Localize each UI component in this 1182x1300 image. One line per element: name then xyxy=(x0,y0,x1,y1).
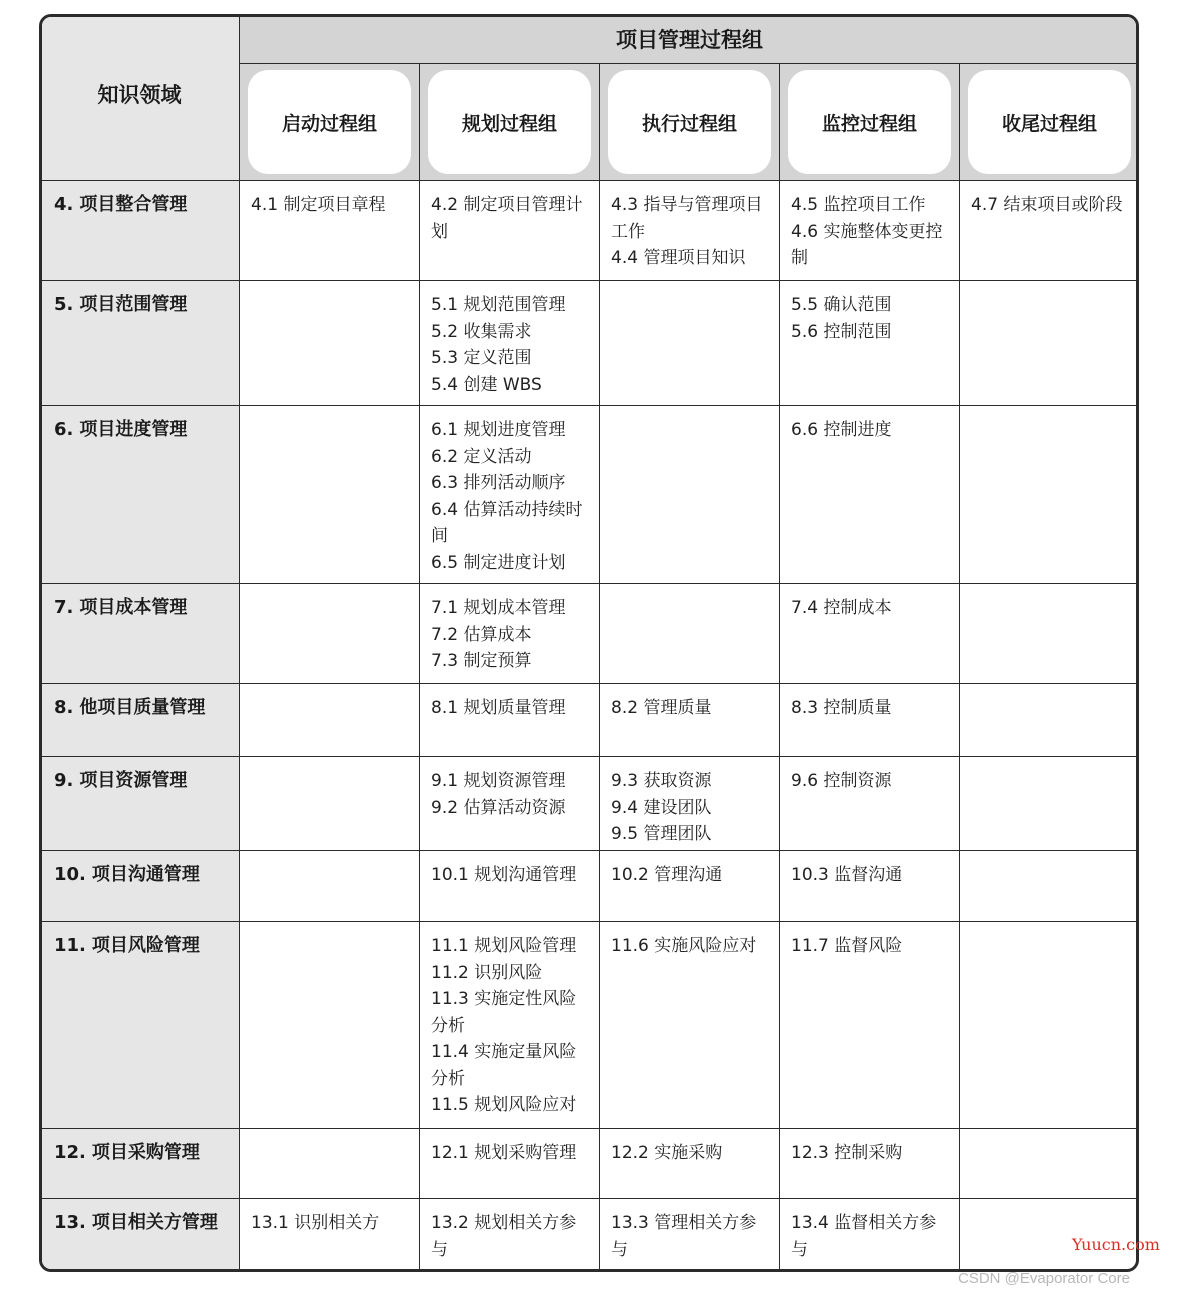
process-cell xyxy=(780,181,960,281)
process-item: 10.2 管理沟通 xyxy=(611,865,723,885)
knowledge-area-cell xyxy=(40,922,240,1129)
process-item: 5.1 规划范围管理 xyxy=(431,295,566,315)
credit-watermark: CSDN @Evaporator Core xyxy=(958,1270,1130,1287)
process-item: 5.2 收集需求 xyxy=(431,321,532,342)
knowledge-area-label xyxy=(54,1139,229,1167)
knowledge-area-cell xyxy=(40,584,240,684)
phase-label: 执行过程组 xyxy=(608,70,771,174)
process-cell xyxy=(420,181,600,281)
knowledge-area-cell xyxy=(40,1129,240,1199)
process-cell xyxy=(420,1199,600,1271)
table-row xyxy=(40,757,1140,851)
phase-label: 收尾过程组 xyxy=(968,70,1131,174)
process-cell xyxy=(240,181,420,281)
knowledge-area-cell xyxy=(40,851,240,922)
knowledge-area-number: 10. xyxy=(54,864,86,885)
process-cell xyxy=(960,281,1140,406)
process-item: 4.3 指导与管理项目工作 xyxy=(611,195,763,242)
knowledge-area-cell xyxy=(40,406,240,584)
site-watermark: Yuucn.com xyxy=(1072,1235,1160,1254)
process-cell xyxy=(420,757,600,851)
table-row xyxy=(40,1199,1140,1271)
process-cell xyxy=(240,684,420,757)
knowledge-area-number: 5. xyxy=(54,294,74,315)
process-item: 10.3 监督沟通 xyxy=(791,865,903,885)
header-row-top xyxy=(40,15,1140,64)
process-item: 13.4 监督相关方参与 xyxy=(791,1213,937,1260)
knowledge-area-name: 项目整合管理 xyxy=(79,194,188,215)
table-row xyxy=(40,684,1140,757)
knowledge-area-label xyxy=(54,291,229,319)
process-item: 6.2 定义活动 xyxy=(431,446,532,467)
process-item: 6.6 控制进度 xyxy=(791,420,892,440)
process-cell xyxy=(600,1129,780,1199)
process-item: 9.5 管理团队 xyxy=(611,824,712,844)
process-table-frame xyxy=(39,14,1139,1272)
process-item: 5.3 定义范围 xyxy=(431,348,532,368)
process-cell xyxy=(960,684,1140,757)
process-cell xyxy=(960,406,1140,584)
knowledge-area-number: 12. xyxy=(54,1142,86,1163)
process-cell xyxy=(240,1129,420,1199)
knowledge-area-label xyxy=(54,1209,229,1237)
process-item: 4.7 结束项目或阶段 xyxy=(971,195,1123,215)
knowledge-area-cell xyxy=(40,281,240,406)
process-item: 6.4 估算活动持续时间 xyxy=(431,499,583,546)
process-cell xyxy=(780,851,960,922)
process-item: 11.3 实施定性风险分析 xyxy=(431,989,577,1036)
knowledge-area-name: 项目风险管理 xyxy=(91,935,200,956)
knowledge-area-label xyxy=(54,861,229,889)
phase-header-executing xyxy=(600,64,780,181)
process-item: 5.6 控制范围 xyxy=(791,321,892,342)
process-cell xyxy=(960,181,1140,281)
process-cell xyxy=(240,851,420,922)
knowledge-area-cell xyxy=(40,757,240,851)
process-cell xyxy=(780,1129,960,1199)
table-row xyxy=(40,922,1140,1129)
process-cell xyxy=(240,1199,420,1271)
process-group-header: 项目管理过程组 xyxy=(240,15,1140,64)
process-cell xyxy=(420,1129,600,1199)
process-cell xyxy=(240,757,420,851)
process-item: 4.2 制定项目管理计划 xyxy=(431,195,583,242)
process-cell xyxy=(600,851,780,922)
process-item: 11.4 实施定量风险分析 xyxy=(431,1042,577,1089)
table-row xyxy=(40,851,1140,922)
process-cell xyxy=(420,684,600,757)
knowledge-area-number: 6. xyxy=(54,419,74,440)
process-cell xyxy=(420,922,600,1129)
process-cell xyxy=(600,922,780,1129)
process-item: 13.2 规划相关方参与 xyxy=(431,1213,577,1260)
knowledge-area-name: 项目相关方管理 xyxy=(91,1212,218,1233)
process-cell xyxy=(240,281,420,406)
process-cell xyxy=(780,922,960,1129)
process-item: 5.4 创建 WBS xyxy=(431,374,542,395)
table-row xyxy=(40,181,1140,281)
process-item: 6.5 制定进度计划 xyxy=(431,552,566,573)
process-item: 12.1 规划采购管理 xyxy=(431,1143,577,1163)
knowledge-area-name: 项目资源管理 xyxy=(79,770,188,791)
process-cell xyxy=(420,851,600,922)
process-cell xyxy=(960,584,1140,684)
process-cell xyxy=(960,757,1140,851)
process-item: 9.3 获取资源 xyxy=(611,771,712,791)
knowledge-area-label xyxy=(54,191,229,219)
process-item: 7.1 规划成本管理 xyxy=(431,598,566,618)
process-cell xyxy=(780,757,960,851)
process-cell xyxy=(600,406,780,584)
process-item: 9.2 估算活动资源 xyxy=(431,797,566,818)
knowledge-area-label xyxy=(54,594,229,622)
phase-label: 启动过程组 xyxy=(248,70,411,174)
process-item: 9.1 规划资源管理 xyxy=(431,771,566,791)
phase-label: 监控过程组 xyxy=(788,70,951,174)
process-cell xyxy=(600,684,780,757)
knowledge-area-label xyxy=(54,767,229,795)
process-item: 8.2 管理质量 xyxy=(611,698,712,718)
knowledge-area-label xyxy=(54,932,229,960)
knowledge-area-number: 13. xyxy=(54,1212,86,1233)
process-cell xyxy=(780,584,960,684)
process-item: 11.2 识别风险 xyxy=(431,962,543,983)
process-cell xyxy=(600,181,780,281)
process-cell xyxy=(420,281,600,406)
process-cell xyxy=(600,1199,780,1271)
process-item: 6.3 排列活动顺序 xyxy=(431,473,566,493)
process-item: 12.2 实施采购 xyxy=(611,1143,723,1163)
process-item: 8.1 规划质量管理 xyxy=(431,698,566,718)
phase-header-monitoring xyxy=(780,64,960,181)
knowledge-area-number: 4. xyxy=(54,194,74,215)
knowledge-area-header: 知识领域 xyxy=(40,15,240,181)
process-cell xyxy=(600,584,780,684)
process-item: 9.4 建设团队 xyxy=(611,797,712,818)
process-item: 6.1 规划进度管理 xyxy=(431,420,566,440)
knowledge-area-name: 他项目质量管理 xyxy=(79,697,206,718)
process-item: 5.5 确认范围 xyxy=(791,295,892,315)
process-cell xyxy=(960,1129,1140,1199)
knowledge-area-name: 项目沟通管理 xyxy=(91,864,200,885)
process-item: 11.1 规划风险管理 xyxy=(431,936,577,956)
knowledge-area-name: 项目范围管理 xyxy=(79,294,188,315)
process-item: 7.2 估算成本 xyxy=(431,624,532,645)
knowledge-area-number: 9. xyxy=(54,770,74,791)
process-table xyxy=(39,14,1139,1271)
process-item: 4.5 监控项目工作 xyxy=(791,195,926,215)
table-row xyxy=(40,281,1140,406)
table-row xyxy=(40,406,1140,584)
table-row xyxy=(40,584,1140,684)
process-item: 4.1 制定项目章程 xyxy=(251,195,386,215)
process-item: 8.3 控制质量 xyxy=(791,698,892,718)
process-cell xyxy=(780,406,960,584)
process-item: 13.3 管理相关方参与 xyxy=(611,1213,757,1260)
knowledge-area-cell xyxy=(40,181,240,281)
process-cell xyxy=(240,584,420,684)
phase-label: 规划过程组 xyxy=(428,70,591,174)
phase-header-planning xyxy=(420,64,600,181)
knowledge-area-name: 项目成本管理 xyxy=(79,597,188,618)
knowledge-area-label xyxy=(54,416,229,444)
phase-header-initiating xyxy=(240,64,420,181)
process-cell xyxy=(600,757,780,851)
process-cell xyxy=(240,922,420,1129)
process-item: 7.3 制定预算 xyxy=(431,651,532,671)
knowledge-area-label xyxy=(54,694,229,722)
process-cell xyxy=(780,684,960,757)
process-cell xyxy=(960,922,1140,1129)
process-item: 4.6 实施整体变更控制 xyxy=(791,221,943,268)
process-item: 11.6 实施风险应对 xyxy=(611,936,757,956)
process-item: 13.1 识别相关方 xyxy=(251,1213,380,1233)
process-item: 9.6 控制资源 xyxy=(791,771,892,791)
process-item: 12.3 控制采购 xyxy=(791,1143,903,1163)
process-item: 7.4 控制成本 xyxy=(791,598,892,618)
process-item: 11.7 监督风险 xyxy=(791,936,903,956)
table-row xyxy=(40,1129,1140,1199)
table-body xyxy=(40,181,1140,1271)
process-cell xyxy=(780,281,960,406)
knowledge-area-name: 项目采购管理 xyxy=(91,1142,200,1163)
process-cell xyxy=(780,1199,960,1271)
knowledge-area-number: 11. xyxy=(54,935,86,956)
knowledge-area-number: 8. xyxy=(54,697,74,718)
knowledge-area-cell xyxy=(40,684,240,757)
process-item: 10.1 规划沟通管理 xyxy=(431,865,577,885)
process-cell xyxy=(600,281,780,406)
process-cell xyxy=(420,584,600,684)
process-cell xyxy=(240,406,420,584)
knowledge-area-name: 项目进度管理 xyxy=(79,419,188,440)
knowledge-area-number: 7. xyxy=(54,597,74,618)
process-item: 4.4 管理项目知识 xyxy=(611,248,746,268)
phase-header-closing xyxy=(960,64,1140,181)
process-cell xyxy=(960,851,1140,922)
knowledge-area-cell xyxy=(40,1199,240,1271)
process-item: 11.5 规划风险应对 xyxy=(431,1095,577,1115)
process-cell xyxy=(420,406,600,584)
